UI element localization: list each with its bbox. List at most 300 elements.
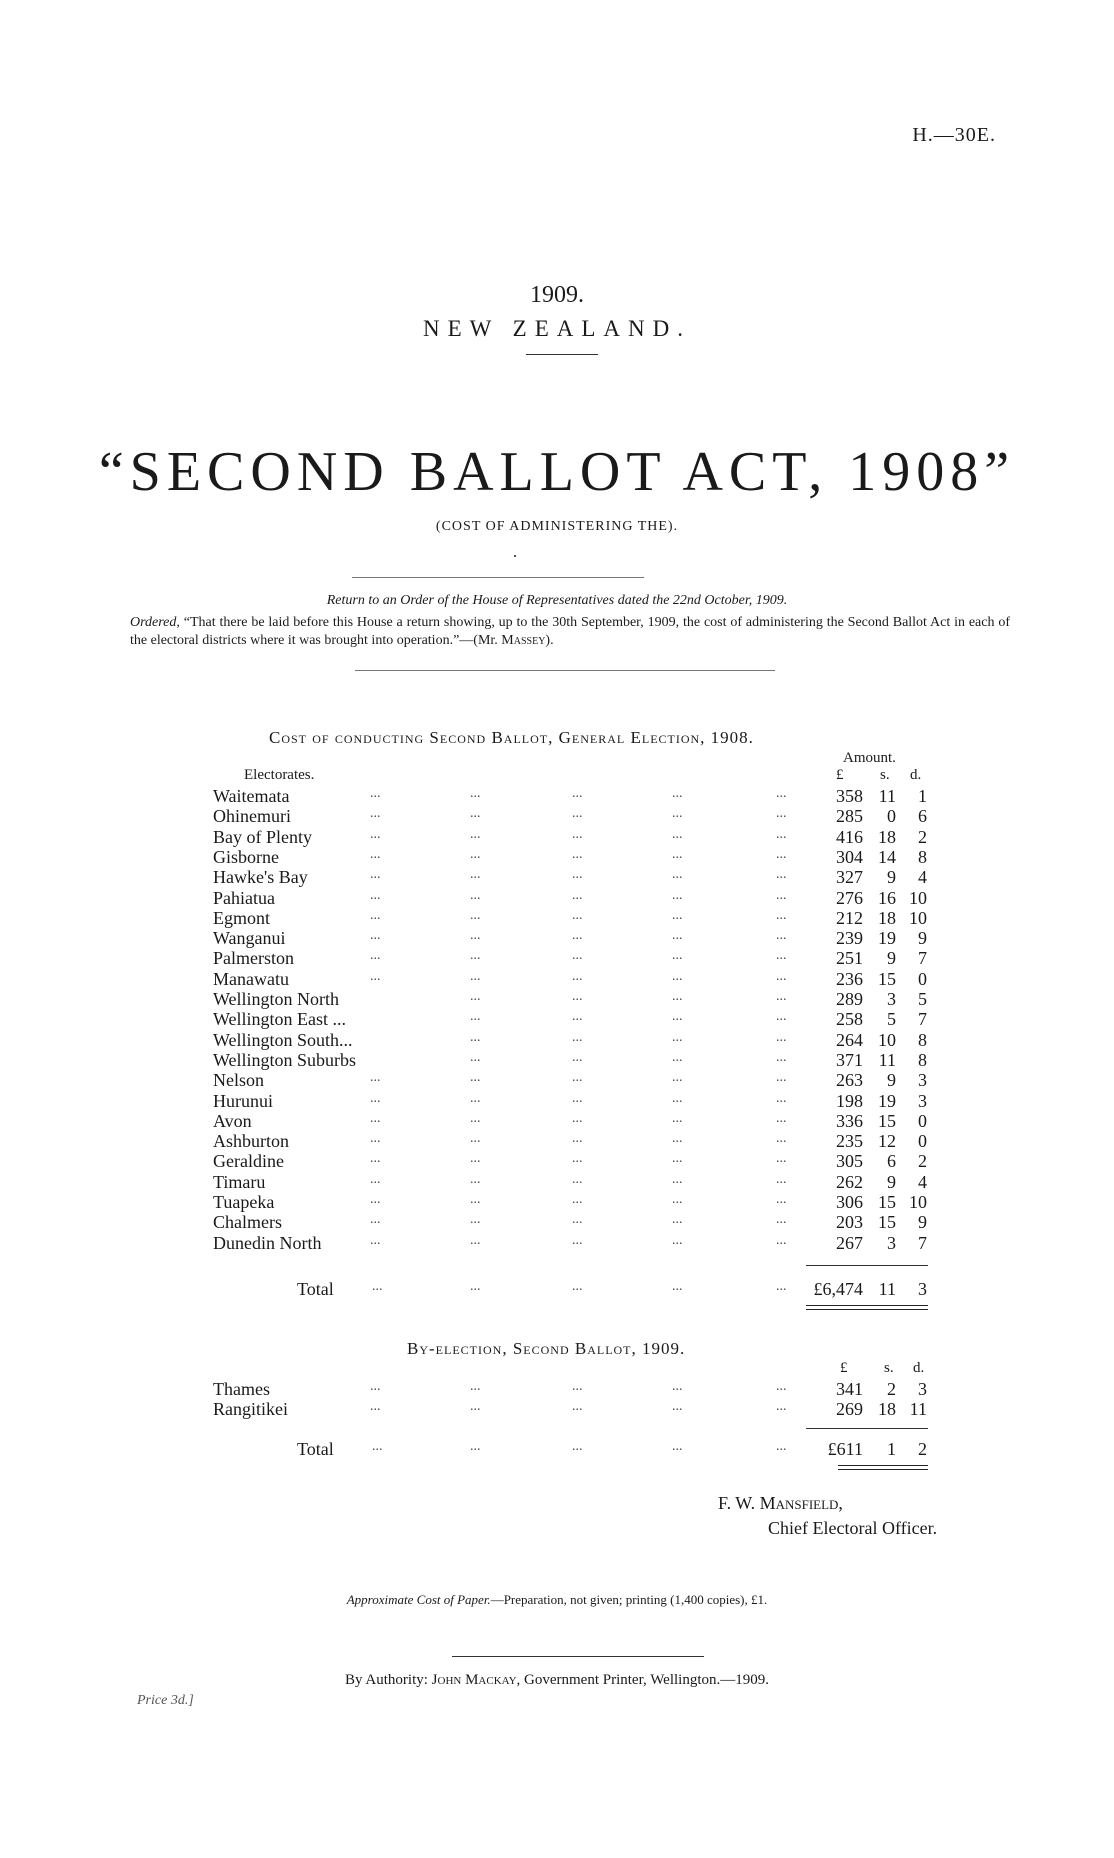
leader-dots: ... <box>672 907 683 923</box>
leader-dots: ... <box>672 1009 683 1025</box>
leader-dots: ... <box>370 846 381 862</box>
leader-dots: ... <box>572 1009 583 1025</box>
amount-pounds: 416 <box>836 826 863 847</box>
electorate-name: Tuapeka <box>213 1192 275 1212</box>
leader-dots: ... <box>572 867 583 883</box>
footer-rule <box>452 1656 704 1657</box>
order-member-name: Massey <box>501 633 546 648</box>
table-row <box>0 1050 1114 1070</box>
leader-dots: ... <box>370 1192 381 1207</box>
table-row <box>0 1131 1114 1151</box>
electorate-name: Nelson <box>213 1070 264 1091</box>
amount-pounds: 371 <box>836 1049 863 1070</box>
amount-pence: 8 <box>918 846 927 867</box>
return-rule <box>352 577 644 578</box>
leader-dots: ... <box>572 806 583 822</box>
by-total-shillings: 1 <box>887 1439 896 1459</box>
amount-shillings: 14 <box>878 846 896 867</box>
leader-dots: ... <box>572 1070 583 1086</box>
leader-dots: ... <box>572 1279 583 1294</box>
amount-pounds: 258 <box>836 1009 863 1030</box>
leader-dots: ... <box>470 1192 481 1207</box>
amount-shillings: 0 <box>887 806 896 827</box>
amount-pence: 8 <box>918 1029 927 1050</box>
leader-dots: ... <box>672 948 683 964</box>
table-row <box>0 1192 1114 1212</box>
table-row <box>0 908 1114 928</box>
amount-pence: 5 <box>918 989 927 1009</box>
leader-dots: ... <box>572 1110 583 1126</box>
leader-dots: ... <box>470 1171 481 1187</box>
leader-dots: ... <box>776 1379 787 1394</box>
amount-pounds: 264 <box>836 1029 863 1050</box>
leader-dots: ... <box>776 846 787 862</box>
leader-dots: ... <box>572 1049 583 1065</box>
electorate-name: Hurunui <box>213 1090 273 1111</box>
leader-dots: ... <box>370 1090 381 1106</box>
leader-dots: ... <box>572 968 583 984</box>
leader-dots: ... <box>370 1070 381 1086</box>
amount-shillings: 18 <box>878 1399 896 1419</box>
general-total-pence: 3 <box>918 1279 927 1299</box>
leader-dots: ... <box>776 786 787 801</box>
leader-dots: ... <box>672 989 683 1004</box>
amount-pounds: 305 <box>836 1151 863 1172</box>
leader-dots: ... <box>672 1110 683 1126</box>
amount-shillings: 3 <box>887 989 896 1009</box>
leader-dots: ... <box>776 1131 787 1147</box>
leader-dots: ... <box>672 826 683 842</box>
amount-pence: 7 <box>918 1232 927 1253</box>
amount-shillings: 16 <box>878 887 896 908</box>
leader-dots: ... <box>672 846 683 862</box>
amount-shillings: 9 <box>887 1171 896 1192</box>
leader-dots: ... <box>470 1110 481 1126</box>
amount-pence: 10 <box>909 907 927 928</box>
leader-dots: ... <box>470 1009 481 1025</box>
leader-dots: ... <box>470 1029 481 1045</box>
document-title: “SECOND BALLOT ACT, 1908” <box>98 441 1016 503</box>
amount-pounds: 267 <box>836 1232 863 1253</box>
leader-dots: ... <box>470 1439 481 1454</box>
leader-dots: ... <box>572 1192 583 1207</box>
electorate-name: Timaru <box>213 1171 266 1192</box>
leader-dots: ... <box>370 1399 381 1414</box>
electorate-name: Ashburton <box>213 1131 289 1152</box>
by-pence-column-header: d. <box>913 1360 925 1376</box>
amount-label: Amount. <box>843 750 896 766</box>
leader-dots: ... <box>470 928 481 944</box>
leader-dots: ... <box>776 1151 787 1167</box>
amount-pounds: 289 <box>836 989 863 1009</box>
amount-pence: 6 <box>918 806 927 827</box>
amount-shillings: 19 <box>878 1090 896 1111</box>
table-row <box>0 1172 1114 1192</box>
leader-dots: ... <box>470 887 481 903</box>
leader-dots: ... <box>672 867 683 883</box>
approx-cost-label: Approximate Cost of Paper. <box>346 1592 491 1607</box>
by-total-double-rule <box>838 1465 928 1470</box>
amount-pence: 3 <box>918 1070 927 1091</box>
amount-pounds: 336 <box>836 1110 863 1131</box>
amount-pence: 8 <box>918 1049 927 1070</box>
leader-dots: ... <box>776 1232 787 1248</box>
leader-dots: ... <box>672 1131 683 1147</box>
amount-pence: 4 <box>918 867 927 888</box>
amount-shillings: 18 <box>878 826 896 847</box>
leader-dots: ... <box>672 1090 683 1106</box>
approx-cost-text: —Preparation, not given; printing (1,400 copies), £1. <box>490 1592 768 1607</box>
leader-dots: ... <box>572 1212 583 1228</box>
leader-dots: ... <box>370 1171 381 1187</box>
amount-pence: 1 <box>918 786 927 806</box>
amount-shillings: 9 <box>887 1070 896 1091</box>
amount-pence: 7 <box>918 1009 927 1030</box>
leader-dots: ... <box>370 1131 381 1147</box>
return-order-line: Return to an Order of the House of Representatives dated the 22nd October, 1909. <box>326 593 788 608</box>
leader-dots: ... <box>776 928 787 944</box>
leader-dots: ... <box>470 907 481 923</box>
leader-dots: ... <box>672 806 683 822</box>
electorate-name: Palmerston <box>213 948 294 969</box>
leader-dots: ... <box>370 968 381 984</box>
electorate-name: Pahiatua <box>213 887 275 908</box>
leader-dots: ... <box>470 1232 481 1248</box>
order-paragraph <box>130 614 1010 650</box>
table-row <box>0 1009 1114 1029</box>
table-row <box>0 1111 1114 1131</box>
leader-dots: ... <box>470 846 481 862</box>
amount-pounds: 327 <box>836 867 863 888</box>
leader-dots: ... <box>776 1029 787 1045</box>
leader-dots: ... <box>572 989 583 1004</box>
electorate-name: Geraldine <box>213 1151 284 1172</box>
leader-dots: ... <box>672 968 683 984</box>
amount-pence: 2 <box>918 1151 927 1172</box>
leader-dots: ... <box>776 1090 787 1106</box>
electorate-name: Bay of Plenty <box>213 826 312 847</box>
approximate-cost-note <box>0 1592 1114 1608</box>
order-text: “That there be laid before this House a return showing, up to the 30th September, 1909, the cost of administering the Second Ballot Act in each of the electoral districts where it was brought into operation.”—(Mr. <box>130 615 1010 648</box>
leader-dots: ... <box>370 786 381 801</box>
leader-dots: ... <box>572 1171 583 1187</box>
electorate-name: Ohinemuri <box>213 806 291 827</box>
amount-shillings: 11 <box>878 1049 896 1070</box>
leader-dots: ... <box>672 1212 683 1228</box>
table-row <box>0 1070 1114 1090</box>
leader-dots: ... <box>470 1279 481 1294</box>
leader-dots: ... <box>672 887 683 903</box>
leader-dots: ... <box>776 968 787 984</box>
table-row <box>0 1399 1114 1419</box>
amount-shillings: 15 <box>878 968 896 989</box>
amount-pounds: 285 <box>836 806 863 827</box>
by-election-total-row <box>0 1439 1114 1459</box>
amount-shillings: 15 <box>878 1212 896 1233</box>
leader-dots: ... <box>672 1171 683 1187</box>
leader-dots: ... <box>776 989 787 1004</box>
leader-dots: ... <box>572 1399 583 1414</box>
electorate-name: Rangitikei <box>213 1399 288 1419</box>
amount-shillings: 3 <box>887 1232 896 1253</box>
electorate-name: Wanganui <box>213 928 286 949</box>
leader-dots: ... <box>672 1192 683 1207</box>
leader-dots: ... <box>572 948 583 964</box>
amount-pounds: 203 <box>836 1212 863 1233</box>
pence-column-header: d. <box>910 767 922 783</box>
printer-name: John Mackay, <box>431 1672 521 1688</box>
leader-dots: ... <box>776 1049 787 1065</box>
paper-reference: H.—30E. <box>912 124 996 146</box>
general-subtotal-rule <box>806 1265 928 1266</box>
ordered-label: Ordered, <box>130 615 180 630</box>
amount-pounds: 198 <box>836 1090 863 1111</box>
header-rule <box>526 354 598 355</box>
table-row <box>0 1091 1114 1111</box>
leader-dots: ... <box>572 1439 583 1454</box>
authority-prefix: By Authority: <box>344 1672 428 1688</box>
by-subtotal-rule <box>806 1428 928 1429</box>
amount-pence: 10 <box>909 1192 927 1212</box>
leader-dots: ... <box>672 1049 683 1065</box>
table-row <box>0 1212 1114 1232</box>
leader-dots: ... <box>470 786 481 801</box>
leader-dots: ... <box>572 1232 583 1248</box>
leader-dots: ... <box>672 1070 683 1086</box>
by-shillings-column-header: s. <box>884 1360 894 1376</box>
amount-shillings: 2 <box>887 1379 896 1399</box>
amount-shillings: 9 <box>887 948 896 969</box>
leader-dots: ... <box>672 1232 683 1248</box>
leader-dots: ... <box>776 826 787 842</box>
general-total-shillings: 11 <box>878 1279 896 1299</box>
printer-authority-line <box>0 1672 1114 1689</box>
leader-dots: ... <box>776 1070 787 1086</box>
order-end: ). <box>545 633 554 648</box>
table-row <box>0 888 1114 908</box>
by-total-pence: 2 <box>918 1439 927 1459</box>
amount-pounds: 263 <box>836 1070 863 1091</box>
electorate-name: Avon <box>213 1110 252 1131</box>
amount-pence: 3 <box>918 1090 927 1111</box>
leader-dots: ... <box>572 1029 583 1045</box>
leader-dots: ... <box>572 846 583 862</box>
amount-pence: 3 <box>918 1379 927 1399</box>
amount-shillings: 15 <box>878 1110 896 1131</box>
general-election-total-row <box>0 1279 1114 1299</box>
general-total-pounds: £6,474 <box>813 1279 863 1299</box>
leader-dots: ... <box>776 1192 787 1207</box>
electorate-name: Wellington East ... <box>213 1009 347 1030</box>
leader-dots: ... <box>776 1110 787 1126</box>
leader-dots: ... <box>470 948 481 964</box>
by-election-heading: By-election, Second Ballot, 1909. <box>407 1339 686 1358</box>
country-heading: NEW ZEALAND. <box>422 316 692 341</box>
leader-dots: ... <box>470 1379 481 1394</box>
amount-shillings: 10 <box>878 1029 896 1050</box>
leader-dots: ... <box>572 928 583 944</box>
amount-pence: 0 <box>918 1110 927 1131</box>
leader-dots: ... <box>372 1279 383 1294</box>
amount-shillings: 6 <box>887 1151 896 1172</box>
leader-dots: ... <box>470 1090 481 1106</box>
leader-dots: ... <box>470 989 481 1004</box>
leader-dots: ... <box>672 1279 683 1294</box>
amount-pence: 11 <box>909 1399 927 1419</box>
leader-dots: ... <box>572 1090 583 1106</box>
amount-shillings: 19 <box>878 928 896 949</box>
electorate-name: Egmont <box>213 907 270 928</box>
leader-dots: ... <box>776 1009 787 1025</box>
table-row <box>0 806 1114 826</box>
leader-dots: ... <box>572 826 583 842</box>
leader-dots: ... <box>672 786 683 801</box>
amount-pounds: 239 <box>836 928 863 949</box>
leader-dots: ... <box>370 948 381 964</box>
leader-dots: ... <box>572 1379 583 1394</box>
leader-dots: ... <box>370 887 381 903</box>
leader-dots: ... <box>572 887 583 903</box>
leader-dots: ... <box>370 826 381 842</box>
leader-dots: ... <box>672 1029 683 1045</box>
leader-dots: ... <box>672 1399 683 1414</box>
by-pounds-column-header: £ <box>840 1360 848 1376</box>
leader-dots: ... <box>572 907 583 923</box>
table-row <box>0 1151 1114 1171</box>
electorates-label: Electorates. <box>244 767 315 783</box>
electorate-name: Waitemata <box>213 786 290 806</box>
amount-shillings: 5 <box>887 1009 896 1030</box>
general-total-label: Total <box>297 1279 334 1299</box>
leader-dots: ... <box>672 1379 683 1394</box>
leader-dots: ... <box>470 1151 481 1167</box>
leader-dots: ... <box>776 948 787 964</box>
leader-dots: ... <box>776 1399 787 1414</box>
amount-pounds: 235 <box>836 1131 863 1152</box>
authority-suffix: Government Printer, Wellington.—1909. <box>524 1672 769 1688</box>
leader-dots: ... <box>470 806 481 822</box>
amount-pence: 0 <box>918 1131 927 1152</box>
leader-dots: ... <box>470 1399 481 1414</box>
leader-dots: ... <box>370 1212 381 1228</box>
table-row <box>0 969 1114 989</box>
table-row <box>0 1379 1114 1399</box>
leader-dots: ... <box>370 1379 381 1394</box>
amount-pounds: 358 <box>836 786 863 806</box>
table-row <box>0 989 1114 1009</box>
amount-pounds: 276 <box>836 887 863 908</box>
amount-pence: 2 <box>918 826 927 847</box>
amount-shillings: 12 <box>878 1131 896 1152</box>
leader-dots: ... <box>470 1049 481 1065</box>
signatory-title: Chief Electoral Officer. <box>768 1518 938 1538</box>
leader-dots: ... <box>470 1131 481 1147</box>
leader-dots: ... <box>370 867 381 883</box>
leader-dots: ... <box>572 1151 583 1167</box>
leader-dots: ... <box>776 867 787 883</box>
leader-dots: ... <box>470 867 481 883</box>
electorate-name: Dunedin North <box>213 1232 322 1253</box>
electorate-name: Gisborne <box>213 846 279 867</box>
leader-dots: ... <box>776 1439 787 1454</box>
amount-shillings: 9 <box>887 867 896 888</box>
electorate-name: Chalmers <box>213 1212 282 1233</box>
leader-dots: ... <box>370 907 381 923</box>
table-row <box>0 948 1114 968</box>
amount-shillings: 18 <box>878 907 896 928</box>
table-row <box>0 928 1114 948</box>
ornament-dot <box>514 555 516 557</box>
electorate-name: Thames <box>213 1379 270 1399</box>
document-year: 1909. <box>530 282 584 308</box>
leader-dots: ... <box>572 786 583 801</box>
general-election-heading: Cost of conducting Second Ballot, General Election, 1908. <box>269 728 754 747</box>
amount-pounds: 306 <box>836 1192 863 1212</box>
amount-pence: 9 <box>918 928 927 949</box>
table-row <box>0 786 1114 806</box>
table-row <box>0 827 1114 847</box>
leader-dots: ... <box>370 1151 381 1167</box>
leader-dots: ... <box>470 968 481 984</box>
general-total-double-rule <box>806 1305 928 1310</box>
pounds-column-header: £ <box>836 767 844 783</box>
amount-shillings: 15 <box>878 1192 896 1212</box>
electorate-name: Manawatu <box>213 968 289 989</box>
table-row <box>0 847 1114 867</box>
amount-pounds: 262 <box>836 1171 863 1192</box>
leader-dots: ... <box>370 806 381 822</box>
amount-shillings: 11 <box>878 786 896 806</box>
electorate-name: Wellington North <box>213 989 340 1009</box>
by-total-label: Total <box>297 1439 334 1459</box>
leader-dots: ... <box>470 1212 481 1228</box>
leader-dots: ... <box>672 1439 683 1454</box>
table-row <box>0 1233 1114 1253</box>
amount-pence: 4 <box>918 1171 927 1192</box>
leader-dots: ... <box>776 887 787 903</box>
amount-pounds: 212 <box>836 907 863 928</box>
leader-dots: ... <box>470 1070 481 1086</box>
amount-pounds: 304 <box>836 846 863 867</box>
leader-dots: ... <box>776 806 787 822</box>
order-rule <box>355 670 775 671</box>
leader-dots: ... <box>672 928 683 944</box>
leader-dots: ... <box>672 1151 683 1167</box>
shillings-column-header: s. <box>880 767 890 783</box>
amount-pence: 7 <box>918 948 927 969</box>
amount-pence: 0 <box>918 968 927 989</box>
leader-dots: ... <box>370 1110 381 1126</box>
leader-dots: ... <box>370 1232 381 1248</box>
leader-dots: ... <box>776 907 787 923</box>
amount-pounds: 251 <box>836 948 863 969</box>
amount-pence: 9 <box>918 1212 927 1233</box>
price-note: Price 3d.] <box>137 1693 194 1708</box>
amount-pounds: 236 <box>836 968 863 989</box>
leader-dots: ... <box>372 1439 383 1454</box>
signatory-name: F. W. Mansfield, <box>718 1493 843 1513</box>
leader-dots: ... <box>470 826 481 842</box>
table-row <box>0 1030 1114 1050</box>
document-subtitle: (COST OF ADMINISTERING THE). <box>435 519 679 534</box>
electorate-name: Wellington South... <box>213 1029 353 1050</box>
leader-dots: ... <box>776 1212 787 1228</box>
leader-dots: ... <box>776 1279 787 1294</box>
electorate-name: Wellington Suburbs <box>213 1049 357 1070</box>
by-total-pounds: £611 <box>827 1439 863 1459</box>
amount-pence: 10 <box>909 887 927 908</box>
leader-dots: ... <box>370 928 381 944</box>
